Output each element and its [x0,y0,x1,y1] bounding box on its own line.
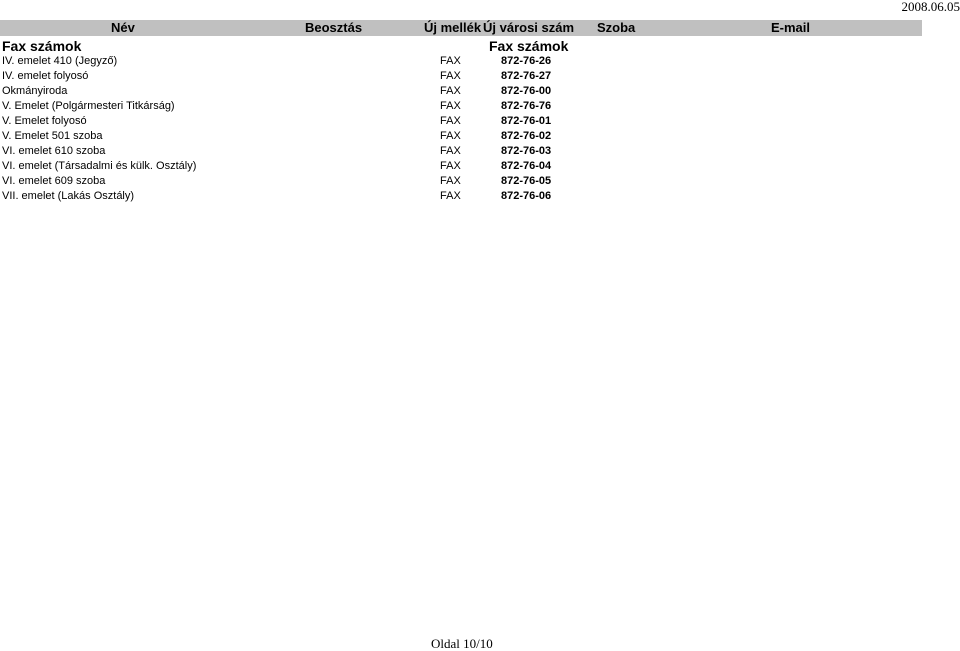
row-beosztas: FAX [440,115,461,127]
row-fax-number: 872-76-04 [501,160,552,172]
row-nev: V. Emelet folyosó [2,115,87,127]
section-title-right: Fax számok [489,38,569,54]
row-beosztas: FAX [440,70,461,82]
row-beosztas: FAX [440,100,461,112]
row-beosztas: FAX [440,160,461,172]
row-beosztas: FAX [440,175,461,187]
table-row [0,84,922,99]
table-row [0,174,922,189]
row-fax-number: 872-76-01 [501,115,552,127]
row-nev: V. Emelet (Polgármesteri Titkárság) [2,100,175,112]
row-beosztas: FAX [440,145,461,157]
row-beosztas: FAX [440,130,461,142]
row-fax-number: 872-76-02 [501,130,552,142]
header-beosztas: Beosztás [305,20,363,35]
row-fax-number: 872-76-03 [501,145,552,157]
page-number: Oldal 10/10 [431,636,493,651]
header-email: E-mail [771,20,811,35]
table-row [0,99,922,114]
table-row [0,144,922,159]
table-row [0,114,922,129]
row-fax-number: 872-76-06 [501,190,552,202]
row-nev: VII. emelet (Lakás Osztály) [2,190,135,202]
row-fax-number: 872-76-27 [501,70,552,82]
row-nev: IV. emelet folyosó [2,70,89,82]
table-row [0,54,922,69]
print-date: 2008.06.05 [901,0,960,14]
table-row [0,129,922,144]
row-nev: VI. emelet 610 szoba [2,145,106,157]
row-nev: VI. emelet 609 szoba [2,175,106,187]
column-header-bar [0,20,922,36]
section-title-left: Fax számok [2,38,82,54]
table-row [0,159,922,174]
table-row [0,69,922,84]
header-uj-varosi-szam: Új városi szám [483,20,575,35]
row-nev: IV. emelet 410 (Jegyző) [2,55,118,67]
header-nev: Név [111,20,135,35]
row-beosztas: FAX [440,85,461,97]
row-beosztas: FAX [440,55,461,67]
table-row [0,189,922,204]
row-fax-number: 872-76-26 [501,55,552,67]
row-nev: VI. emelet (Társadalmi és külk. Osztály) [2,160,197,172]
row-fax-number: 872-76-05 [501,175,552,187]
row-beosztas: FAX [440,190,461,202]
fax-list [0,54,922,204]
header-uj-mellek: Új mellék [424,20,482,35]
row-fax-number: 872-76-76 [501,100,552,112]
header-szoba: Szoba [597,20,636,35]
row-nev: Okmányiroda [2,85,68,97]
row-fax-number: 872-76-00 [501,85,552,97]
row-nev: V. Emelet 501 szoba [2,130,103,142]
